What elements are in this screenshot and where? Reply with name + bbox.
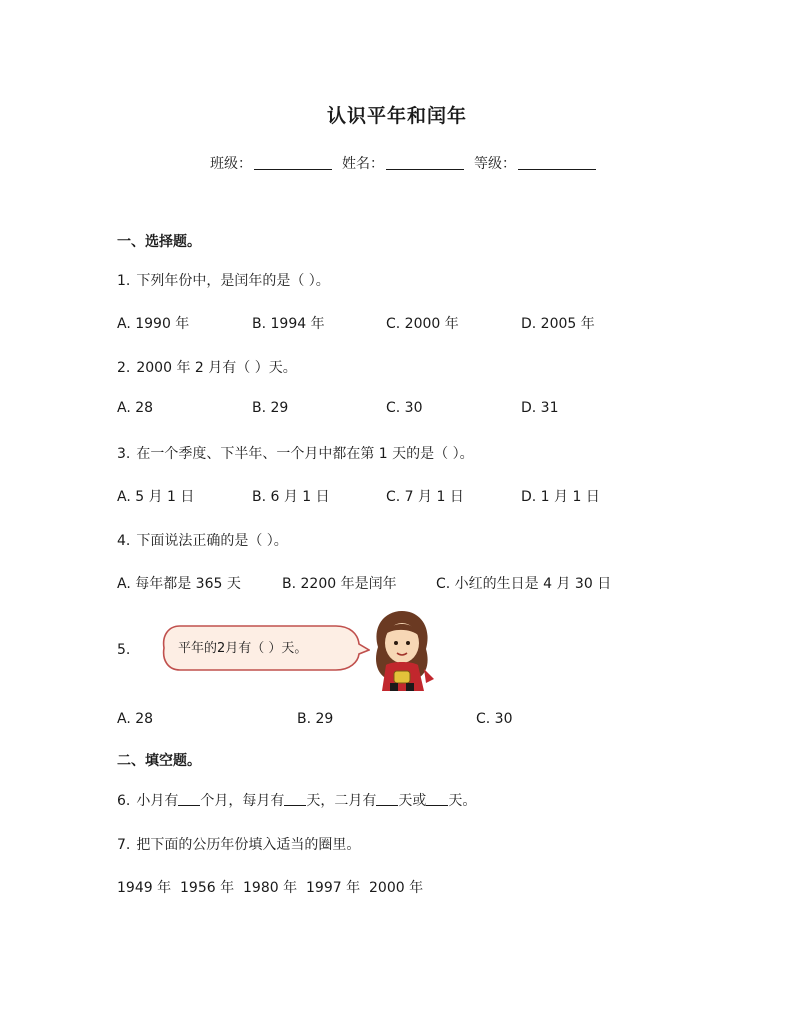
class-label: 班级： [210, 156, 252, 172]
q3-option-a[interactable]: A. 5 月 1 日 [117, 489, 195, 505]
grade-blank[interactable] [518, 155, 596, 170]
answer-blank[interactable] [178, 793, 200, 806]
question-text: 下列年份中，是闰年的是（ ）。 [136, 273, 330, 289]
question-text-part: 天或 [398, 793, 427, 809]
year-item: 1949 年 [117, 880, 172, 896]
question-text: 在一个季度、下半年、一个月中都在第 1 天的是（ ）。 [136, 446, 474, 462]
question-text: 下面说法正确的是（ ）。 [136, 533, 288, 549]
question-7 [117, 834, 360, 854]
name-label: 姓名： [342, 156, 384, 172]
q1-option-a[interactable]: A. 1990 年 [117, 316, 190, 332]
q2-option-c[interactable]: C. 30 [386, 400, 423, 416]
q1-option-d[interactable]: D. 2005 年 [521, 316, 595, 332]
question-1 [117, 270, 330, 290]
question-text-part: 个月，每月有 [200, 793, 285, 809]
question-text: 2000 年 2 月有（ ）天。 [136, 360, 297, 376]
answer-blank[interactable] [284, 793, 306, 806]
section-fill-heading: 二、填空题。 [117, 753, 201, 769]
q5-option-b[interactable]: B. 29 [297, 711, 334, 727]
answer-blank[interactable] [426, 793, 448, 806]
question-text-part: 天。 [448, 793, 477, 809]
section-choice-heading: 一、选择题。 [117, 234, 201, 250]
question-text: 把下面的公历年份填入适当的圈里。 [136, 837, 361, 853]
speech-bubble-text: 平年的2月有（ ）天。 [178, 641, 308, 656]
name-field [342, 153, 464, 173]
year-list [117, 877, 423, 897]
q4-option-b[interactable]: B. 2200 年是闰年 [282, 576, 397, 592]
q5-option-c[interactable]: C. 30 [476, 711, 513, 727]
question-text-part: 小月有 [136, 793, 179, 809]
q2-option-b[interactable]: B. 29 [252, 400, 289, 416]
class-field [210, 153, 332, 173]
q3-option-b[interactable]: B. 6 月 1 日 [252, 489, 330, 505]
question-number: 4. [117, 533, 131, 549]
q5-option-a[interactable]: A. 28 [117, 711, 154, 727]
question-4 [117, 530, 288, 550]
q1-option-c[interactable]: C. 2000 年 [386, 316, 459, 332]
q2-option-a[interactable]: A. 28 [117, 400, 154, 416]
q4-option-a[interactable]: A. 每年都是 365 天 [117, 576, 241, 592]
question-number: 1. [117, 273, 131, 289]
question-3 [117, 443, 474, 463]
question-2 [117, 357, 297, 377]
question-number: 7. [117, 837, 131, 853]
q3-option-d[interactable]: D. 1 月 1 日 [521, 489, 600, 505]
question-5-number: 5. [117, 642, 131, 658]
year-item: 1980 年 [243, 880, 298, 896]
question-number: 6. [117, 793, 131, 809]
answer-blank[interactable] [376, 793, 398, 806]
year-item: 1997 年 [306, 880, 361, 896]
question-number: 3. [117, 446, 131, 462]
question-6 [117, 790, 476, 810]
year-item: 1956 年 [180, 880, 235, 896]
page-title: 认识平年和闰年 [326, 105, 467, 127]
q3-option-c[interactable]: C. 7 月 1 日 [386, 489, 464, 505]
girl-illustration-icon [368, 607, 436, 691]
grade-label: 等级： [474, 156, 516, 172]
q2-option-d[interactable]: D. 31 [521, 400, 559, 416]
class-blank[interactable] [254, 155, 332, 170]
q4-option-c[interactable]: C. 小红的生日是 4 月 30 日 [436, 576, 612, 592]
name-blank[interactable] [386, 155, 464, 170]
question-number: 2. [117, 360, 131, 376]
q1-option-b[interactable]: B. 1994 年 [252, 316, 325, 332]
speech-bubble [160, 620, 370, 676]
year-item: 2000 年 [369, 880, 424, 896]
question-text-part: 天，二月有 [306, 793, 377, 809]
grade-field [474, 153, 596, 173]
